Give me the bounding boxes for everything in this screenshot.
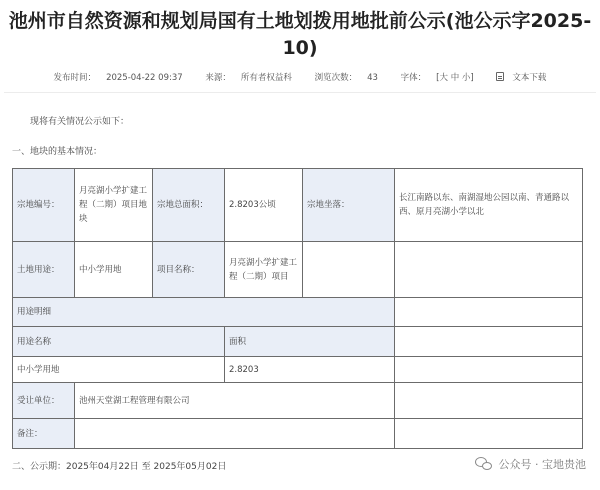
article-meta: [0, 71, 600, 83]
use-name-value: 中小学用地: [13, 357, 225, 383]
font-size-options[interactable]: [大 中 小]: [436, 73, 474, 83]
total-area-value: 2.8203公顷: [225, 169, 303, 242]
remarks-label: 备注：: [13, 419, 75, 449]
page-title: 池州市自然资源和规划局国有土地划拨用地批前公示(池公示字2025-10): [8, 10, 592, 59]
recipient-value: 池州天堂湖工程管理有限公司: [75, 383, 395, 419]
empty-cell: [395, 242, 583, 298]
parcel-info-table: [12, 168, 583, 449]
table-row: [13, 327, 583, 357]
publish-time: 发布时间： 2025-04-22 09:37: [53, 73, 183, 83]
intro-text: 现将有关情况公示如下：: [30, 117, 130, 127]
empty-cell: [303, 242, 395, 298]
empty-cell: [395, 383, 583, 419]
text-download-link[interactable]: 文本下载: [491, 73, 551, 83]
section-heading-publicity-period: 二、公示期：2025年04月22日 至 2025年05月02日: [12, 462, 227, 472]
remarks-value: [75, 419, 395, 449]
empty-cell: [395, 357, 583, 383]
source: 来源： 所有者权益科: [205, 73, 292, 83]
divider: [4, 92, 596, 93]
land-use-label: 土地用途：: [13, 242, 75, 298]
area-value: 2.8203: [225, 357, 395, 383]
project-name-label: 项目名称：: [153, 242, 225, 298]
area-header: 面积: [225, 327, 395, 357]
location-value: 长江南路以东、南湖湿地公园以南、青通路以西、原月亮湖小学以北: [395, 169, 583, 242]
total-area-label: 宗地总面积：: [153, 169, 225, 242]
parcel-no-value: 月亮湖小学扩建工程（二期）项目地块: [75, 169, 153, 242]
empty-cell: [395, 298, 583, 327]
recipient-label: 受让单位：: [13, 383, 75, 419]
empty-cell: [395, 419, 583, 449]
font-size-control[interactable]: 字体： [大 中 小]: [400, 73, 474, 83]
location-label: 宗地坐落：: [303, 169, 395, 242]
section-heading-basic-info: 一、地块的基本情况：: [12, 147, 103, 157]
project-name-value: 月亮湖小学扩建工程（二期）项目: [225, 242, 303, 298]
wechat-icon: [475, 457, 493, 471]
use-name-header: 用途名称: [13, 327, 225, 357]
table-row: [13, 419, 583, 449]
land-use-value: 中小学用地: [75, 242, 153, 298]
empty-cell: [395, 327, 583, 357]
table-row: [13, 383, 583, 419]
document-icon: [496, 72, 504, 81]
view-count: 浏览次数： 43: [314, 73, 378, 83]
parcel-no-label: 宗地编号：: [13, 169, 75, 242]
wechat-watermark: 公众号 · 宝地贵池: [475, 456, 587, 472]
table-row: [13, 242, 583, 298]
table-row: [13, 298, 583, 327]
use-detail-label: 用途明细: [13, 298, 395, 327]
table-row: [13, 357, 583, 383]
table-row: [13, 169, 583, 242]
